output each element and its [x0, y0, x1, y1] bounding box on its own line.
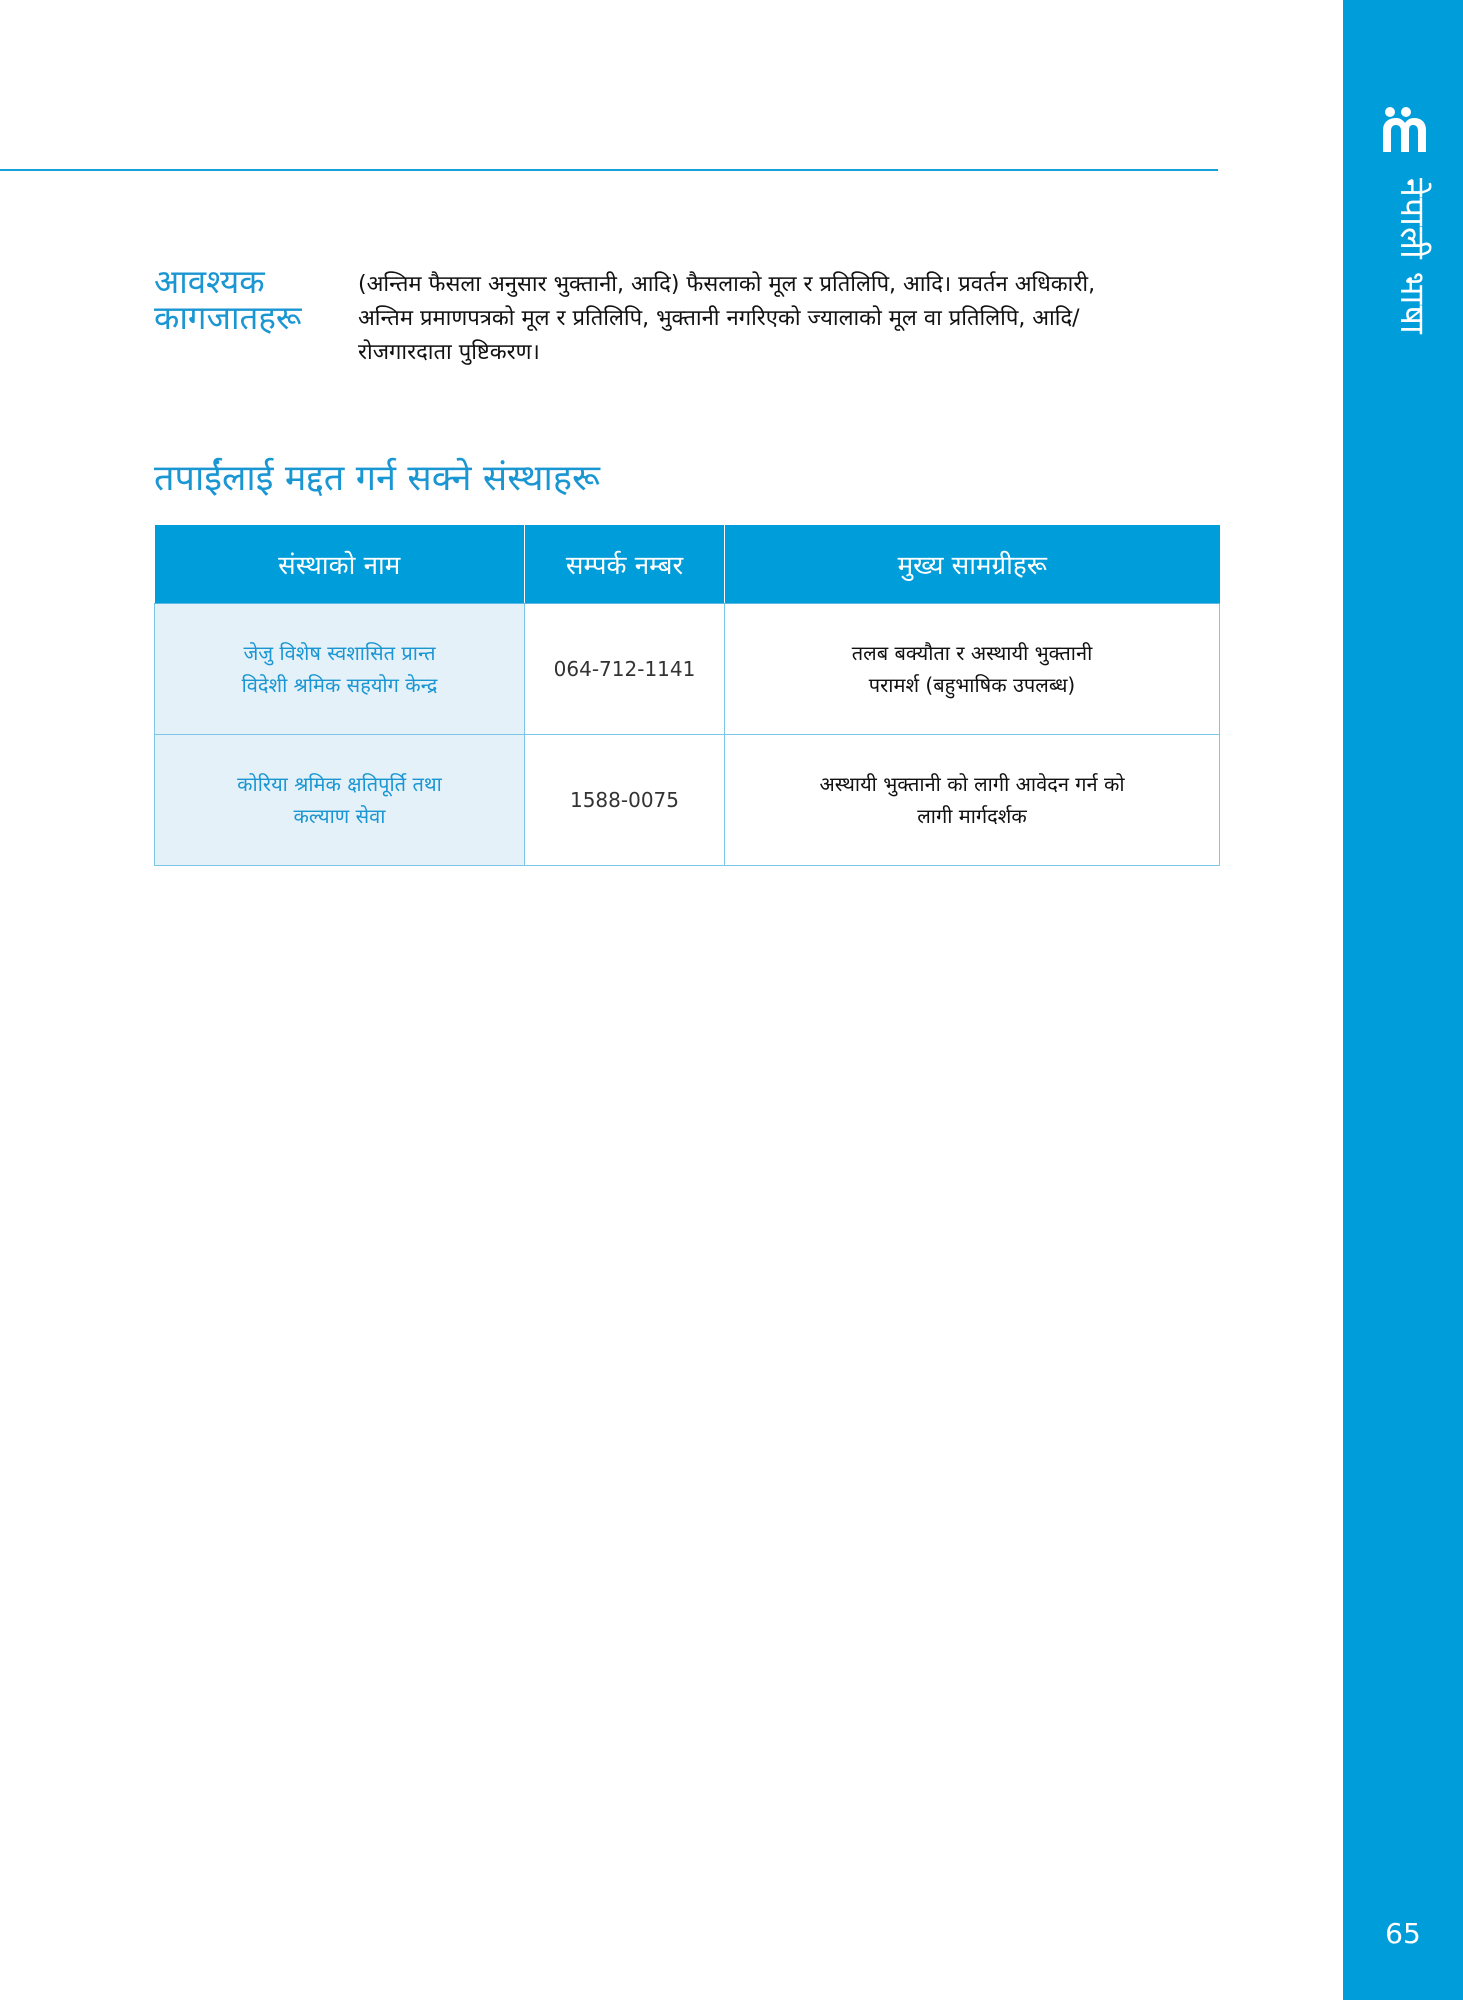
- topic-line1: अस्थायी भुक्तानी को लागी आवेदन गर्न को: [819, 772, 1125, 796]
- table-row: [155, 604, 1220, 735]
- sidebar: [1343, 0, 1463, 2000]
- section-heading: तपाईंलाई मद्दत गर्न सक्ने संस्थाहरू: [154, 458, 600, 499]
- documents-label-line2: कागजातहरू: [154, 298, 302, 337]
- org-name-line2: विदेशी श्रमिक सहयोग केन्द्र: [241, 673, 438, 697]
- documents-label-line1: आवश्यक: [154, 262, 265, 301]
- topic-line2: परामर्श (बहुभाषिक उपलब्ध): [868, 673, 1076, 697]
- topic-cell: [725, 604, 1220, 735]
- documents-label: [154, 264, 344, 336]
- org-name-line1: कोरिया श्रमिक क्षतिपूर्ति तथा: [237, 772, 442, 796]
- sidebar-language-label: नेपाली भाषा: [1392, 178, 1432, 335]
- topic-line2: लागी मार्गदर्शक: [917, 804, 1027, 828]
- page-number: 65: [1385, 1917, 1421, 1950]
- table-row: [155, 735, 1220, 866]
- org-name-cell: [155, 735, 525, 866]
- table-header-row: [155, 525, 1220, 604]
- topic-line1: तलब बक्यौता र अस्थायी भुक्तानी: [851, 641, 1093, 665]
- documents-text: (अन्तिम फैसला अनुसार भुक्तानी, आदि) फैसलाको मूल र प्रतिलिपि, आदि। प्रवर्तन अधिकारी, अन्तिम प्रमाणपत्रको मूल र प्रतिलिपि, भुक्तानी नगरिएको ज्यालाको मूल वा प्रतिलिपि, आदि/रोजगारदाता पुष्टिकरण।: [358, 272, 1096, 365]
- top-divider: [0, 169, 1218, 171]
- organizations-table: [154, 525, 1220, 866]
- org-name-cell: [155, 604, 525, 735]
- header-org-name: संस्थाको नाम: [155, 525, 525, 604]
- people-logo-icon: [1379, 104, 1429, 154]
- org-name-line2: कल्याण सेवा: [293, 804, 386, 828]
- header-main-content: मुख्य सामग्रीहरू: [725, 525, 1220, 604]
- header-contact-number: सम्पर्क नम्बर: [525, 525, 725, 604]
- phone-cell: 064-712-1141: [525, 604, 725, 735]
- topic-cell: [725, 735, 1220, 866]
- phone-cell: 1588-0075: [525, 735, 725, 866]
- org-name-line1: जेजु विशेष स्वशासित प्रान्त: [243, 641, 436, 665]
